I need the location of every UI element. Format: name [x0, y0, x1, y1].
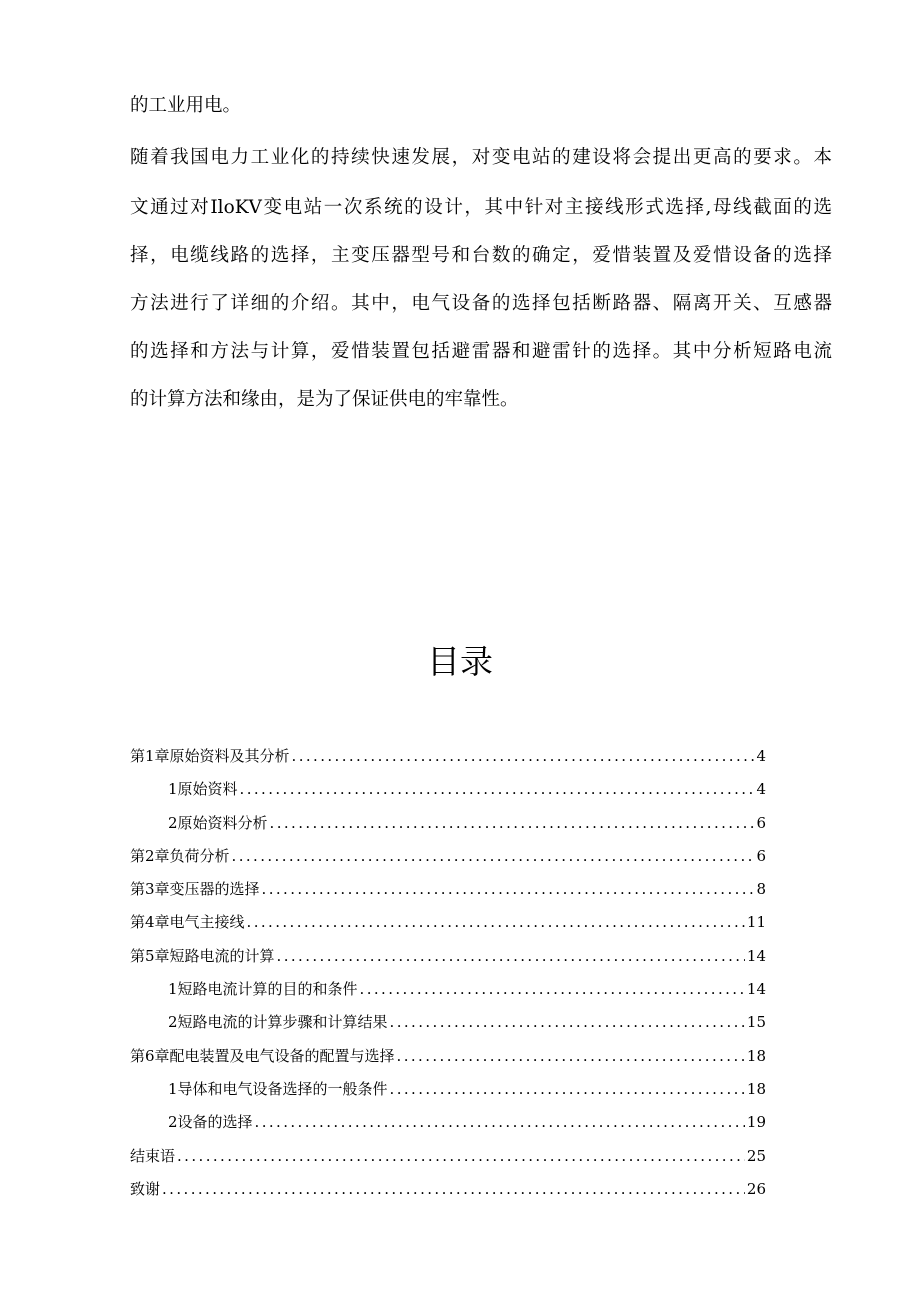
toc-entry-page-number: 15: [746, 1013, 766, 1032]
toc-dot-leader: [390, 1078, 745, 1100]
toc-entry-page-number: 18: [746, 1046, 766, 1065]
toc-entry-page-number: 18: [746, 1079, 766, 1098]
toc-dot-leader: [397, 1045, 745, 1067]
toc-entry-label: 2设备的选择: [168, 1113, 253, 1132]
toc-dot-leader: [162, 1178, 745, 1200]
toc-entry[interactable]: [130, 1011, 766, 1044]
toc-dot-leader: [360, 978, 745, 1000]
toc-entry-page-number: 11: [746, 913, 766, 932]
toc-entry-label: 1原始资料: [168, 780, 238, 799]
paragraph-line: 择，电缆线路的选择，主变压器型号和台数的确定，爱惜装置及爱惜设备的选择: [130, 245, 832, 266]
toc-entry-page-number: 19: [746, 1113, 766, 1132]
toc-entry-page-number: 4: [756, 747, 766, 765]
toc-entry-label: 第3章变压器的选择: [130, 880, 260, 899]
paragraph-line: 的计算方法和缘由，是为了保证供电的牢靠性。: [130, 389, 519, 410]
toc-entry-page-number: 14: [746, 946, 766, 965]
toc-entry[interactable]: [130, 1145, 766, 1178]
toc-entry[interactable]: [130, 945, 766, 978]
toc-entry-page-number: 14: [746, 980, 766, 999]
toc-title: 目录: [427, 642, 493, 681]
table-of-contents: [130, 745, 766, 1211]
toc-dot-leader: [390, 1011, 745, 1033]
toc-dot-leader: [255, 1111, 745, 1133]
toc-entry-label: 2原始资料分析: [168, 813, 268, 832]
toc-entry-page-number: 4: [756, 780, 766, 799]
toc-entry[interactable]: [130, 812, 766, 845]
toc-entry-label: 1短路电流计算的目的和条件: [168, 980, 358, 999]
paragraph-line: 的工业用电。: [130, 95, 242, 116]
toc-dot-leader: [262, 878, 755, 900]
toc-entry[interactable]: [130, 878, 766, 911]
toc-entry[interactable]: [130, 911, 766, 944]
toc-entry-label: 2短路电流的计算步骤和计算结果: [168, 1013, 388, 1032]
toc-dot-leader: [240, 778, 755, 800]
toc-entry[interactable]: [130, 1111, 766, 1144]
toc-entry-label: 第1章原始资料及其分析: [130, 747, 290, 765]
paragraph-line: 随着我国电力工业化的持续快速发展，对变电站的建设将会提出更高的要求。本: [130, 147, 832, 168]
toc-entry[interactable]: [130, 745, 766, 778]
paragraph-line: 方法进行了详细的介绍。其中，电气设备的选择包括断路器、隔离开关、互感器: [130, 293, 832, 314]
toc-entry-page-number: 8: [756, 880, 766, 899]
toc-entry-label: 第2章负荷分析: [130, 846, 230, 865]
toc-entry-page-number: 6: [756, 846, 766, 865]
toc-entry-label: 第5章短路电流的计算: [130, 946, 275, 965]
paragraph-line: 文通过对IloKV变电站一次系统的设计，其中针对主接线形式选择,母线截面的选: [130, 197, 832, 218]
toc-dot-leader: [232, 845, 755, 867]
toc-entry[interactable]: [130, 978, 766, 1011]
paragraph-line: 的选择和方法与计算，爱惜装置包括避雷器和避雷针的选择。其中分析短路电流: [130, 341, 832, 362]
toc-entry-label: 第6章配电装置及电气设备的配置与选择: [130, 1046, 395, 1065]
toc-entry-label: 第4章电气主接线: [130, 913, 245, 932]
toc-entry[interactable]: [130, 1078, 766, 1111]
toc-entry-label: 致谢: [130, 1179, 161, 1198]
toc-dot-leader: [247, 911, 745, 933]
toc-entry[interactable]: [130, 1178, 766, 1211]
toc-entry-label: 1导体和电气设备选择的一般条件: [168, 1079, 388, 1098]
toc-entry-label: 结束语: [130, 1146, 176, 1165]
toc-entry[interactable]: [130, 845, 766, 878]
toc-entry-page-number: 6: [756, 813, 766, 832]
toc-entry-page-number: 26: [746, 1179, 766, 1198]
toc-entry-page-number: 25: [746, 1146, 766, 1165]
toc-dot-leader: [292, 745, 755, 767]
toc-entry[interactable]: [130, 1045, 766, 1078]
toc-dot-leader: [270, 812, 755, 834]
toc-entry[interactable]: [130, 778, 766, 811]
toc-dot-leader: [277, 945, 745, 967]
toc-dot-leader: [177, 1145, 745, 1167]
